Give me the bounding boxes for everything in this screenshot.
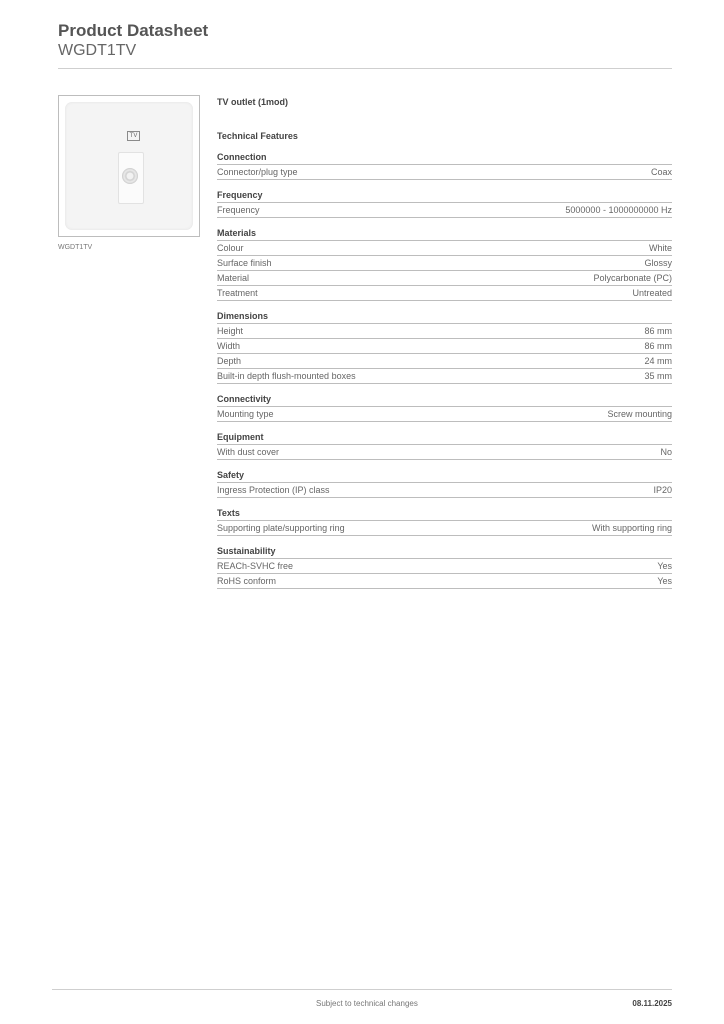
spec-group-title: Materials [217,227,672,241]
spec-row [217,445,672,460]
spec-group [217,507,672,536]
spec-value: Yes [657,561,672,571]
spec-group-title: Texts [217,507,672,521]
footer-note: Subject to technical changes [316,999,418,1008]
spec-label: With dust cover [217,447,280,457]
spec-value: Glossy [644,258,672,268]
spec-row [217,256,672,271]
spec-row [217,559,672,574]
spec-row [217,271,672,286]
spec-group [217,431,672,460]
spec-value: 86 mm [644,326,672,336]
spec-value: 5000000 - 1000000000 Hz [565,205,672,215]
spec-label: Treatment [217,288,258,298]
spec-group-title: Safety [217,469,672,483]
spec-group [217,469,672,498]
header-divider [58,68,672,69]
spec-label: RoHS conform [217,576,277,586]
outlet-plate [65,102,193,230]
features-heading: Technical Features [217,131,298,141]
page-header [58,21,208,60]
spec-row [217,369,672,384]
spec-group-title: Connectivity [217,393,672,407]
spec-group [217,189,672,218]
spec-group-title: Equipment [217,431,672,445]
spec-value: Untreated [632,288,672,298]
spec-label: REACh-SVHC free [217,561,294,571]
spec-label: Width [217,341,241,351]
spec-value: White [648,243,672,253]
spec-value: 86 mm [644,341,672,351]
spec-value: Coax [650,167,672,177]
spec-label: Frequency [217,205,260,215]
spec-value: 35 mm [644,371,672,381]
spec-group-title: Frequency [217,189,672,203]
spec-row [217,339,672,354]
spec-value: IP20 [653,485,672,495]
footer-divider [52,989,672,990]
spec-group-title: Connection [217,151,672,165]
spec-label: Connector/plug type [217,167,298,177]
spec-section [217,96,672,598]
spec-label: Mounting type [217,409,274,419]
coax-connector-icon [122,168,138,184]
spec-value: Yes [657,576,672,586]
page-title: Product Datasheet [58,21,209,40]
spec-groups [217,151,672,589]
spec-value: No [660,447,672,457]
spec-row [217,407,672,422]
spec-group [217,151,672,180]
spec-row [217,483,672,498]
spec-label: Built-in depth flush-mounted boxes [217,371,356,381]
spec-row [217,165,672,180]
spec-group [217,393,672,422]
product-code: WGDT1TV [58,42,137,59]
spec-row [217,324,672,339]
spec-group [217,545,672,589]
spec-row [217,574,672,589]
spec-label: Surface finish [217,258,272,268]
image-caption: WGDT1TV [58,244,93,251]
spec-label: Ingress Protection (IP) class [217,485,330,495]
spec-row [217,241,672,256]
spec-label: Depth [217,356,242,366]
spec-value: Polycarbonate (PC) [593,273,672,283]
spec-value: With supporting ring [591,523,672,533]
footer-date: 08.11.2025 [632,999,672,1008]
spec-label: Supporting plate/supporting ring [217,523,345,533]
spec-group-title: Dimensions [217,310,672,324]
spec-row [217,354,672,369]
spec-row [217,521,672,536]
spec-group [217,310,672,384]
product-name: TV outlet (1mod) [217,97,288,107]
tv-symbol-icon: TV [127,131,140,141]
product-image [58,95,200,237]
spec-group-title: Sustainability [217,545,672,559]
spec-value: 24 mm [644,356,672,366]
spec-label: Material [217,273,250,283]
spec-row [217,286,672,301]
spec-row [217,203,672,218]
spec-value: Screw mounting [607,409,672,419]
spec-label: Colour [217,243,244,253]
spec-group [217,227,672,301]
spec-label: Height [217,326,244,336]
